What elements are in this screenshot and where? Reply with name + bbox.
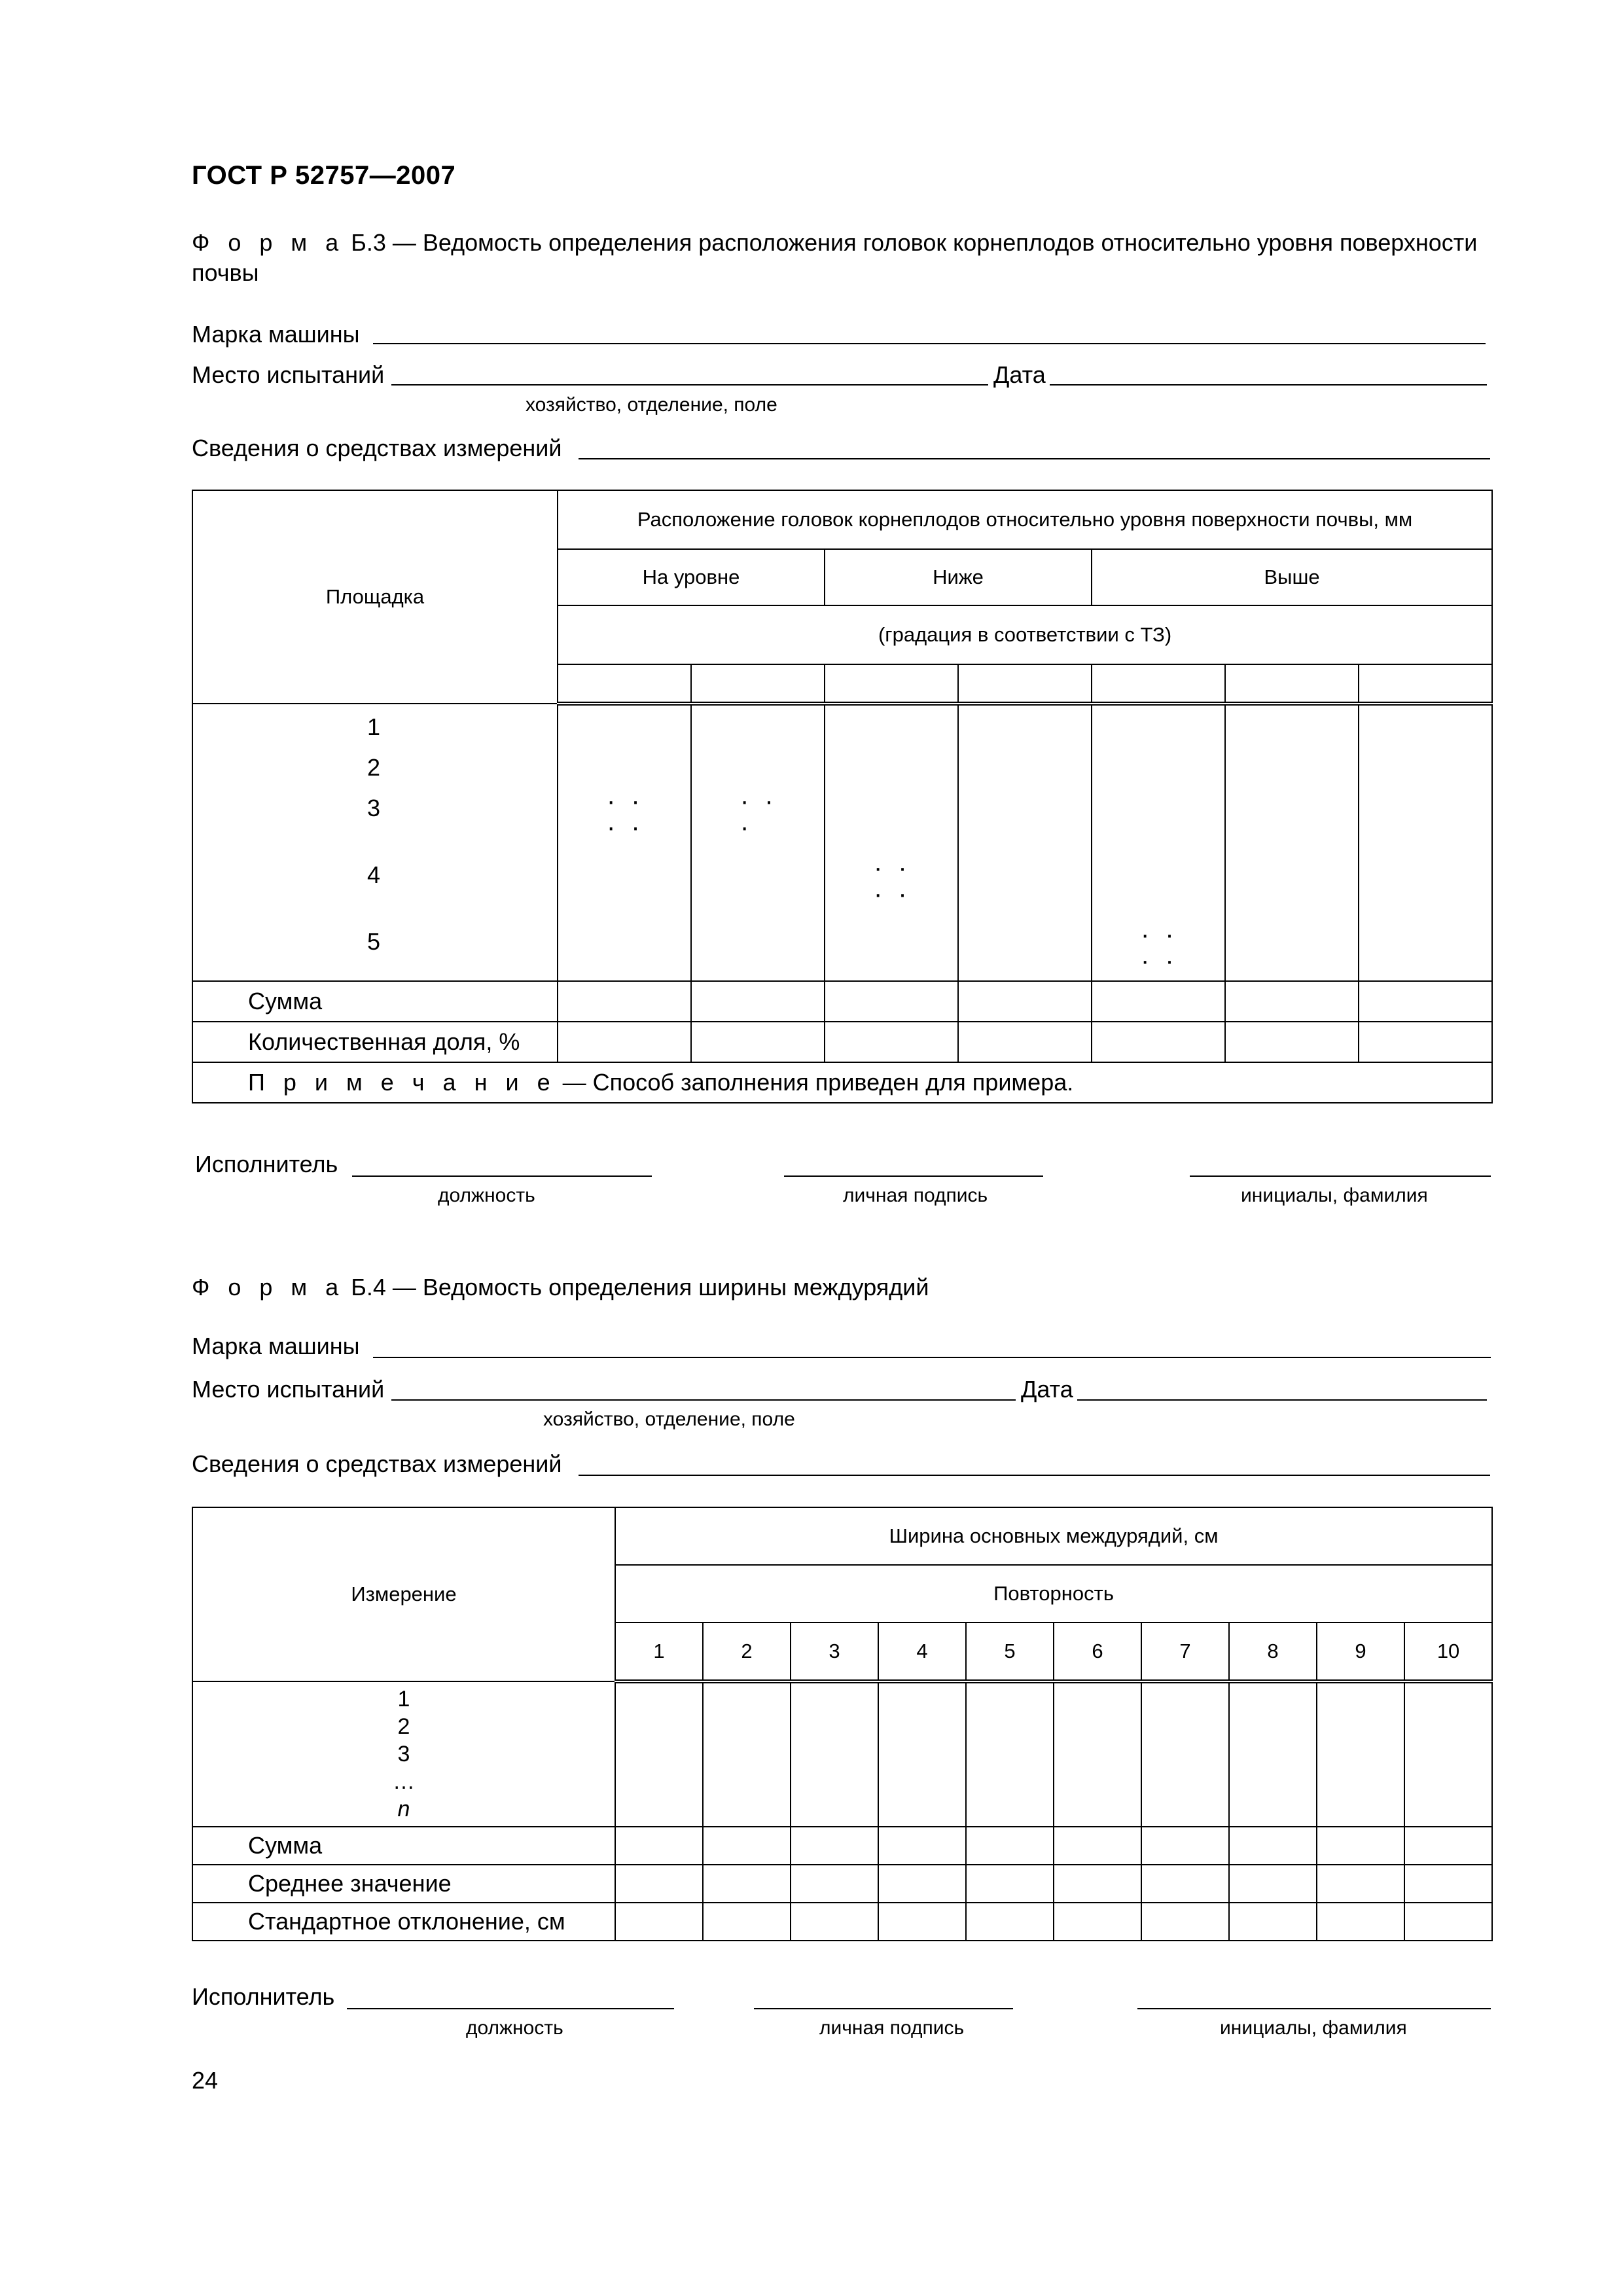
b4-executor-label: Исполнитель bbox=[192, 1983, 335, 2010]
b3-share-cell[interactable] bbox=[1225, 1022, 1359, 1062]
b4-sum-cell[interactable] bbox=[1229, 1827, 1317, 1865]
form-b4-caption bbox=[192, 1272, 1491, 1302]
form-b3-machine-field[interactable] bbox=[373, 343, 1486, 344]
b3-share-cell[interactable] bbox=[958, 1022, 1092, 1062]
b4-data-cell[interactable] bbox=[1317, 1681, 1404, 1827]
b3-data-cell[interactable] bbox=[958, 704, 1092, 981]
form-b4-date-label: Дата bbox=[1021, 1376, 1073, 1403]
ellipsis-marks: ·· bbox=[740, 787, 789, 816]
b4-sum-cell[interactable] bbox=[1054, 1827, 1141, 1865]
b4-header-repeat: Повторность bbox=[615, 1565, 1492, 1623]
b4-data-cell[interactable] bbox=[1404, 1681, 1492, 1827]
b4-sum-label: Сумма bbox=[192, 1827, 615, 1865]
b4-repeat-2: 2 bbox=[703, 1623, 791, 1681]
b3-header-site: Площадка bbox=[192, 490, 558, 704]
b3-share-cell[interactable] bbox=[558, 1022, 691, 1062]
b3-signature-hint: личная подпись bbox=[843, 1185, 988, 1206]
b4-repeat-1: 1 bbox=[615, 1623, 703, 1681]
b4-repeat-6: 6 bbox=[1054, 1623, 1141, 1681]
ellipsis-marks: ·· bbox=[607, 787, 656, 816]
b4-repeat-5: 5 bbox=[966, 1623, 1054, 1681]
ellipsis-marks: ·· bbox=[874, 880, 923, 908]
b3-grad-cell[interactable] bbox=[558, 664, 691, 704]
form-b4-table bbox=[192, 1507, 1493, 1941]
b3-note-text: — Способ заполнения приведен для примера. bbox=[556, 1069, 1074, 1096]
ellipsis-marks: · bbox=[740, 813, 765, 842]
b3-name-hint: инициалы, фамилия bbox=[1241, 1185, 1428, 1206]
b4-row-ellipsis: … bbox=[393, 1769, 415, 1794]
b4-sd-cell[interactable] bbox=[1229, 1903, 1317, 1941]
b4-measurement-list bbox=[192, 1681, 615, 1827]
b4-sd-cell[interactable] bbox=[703, 1903, 791, 1941]
b3-grad-cell[interactable] bbox=[958, 664, 1092, 704]
b4-sd-cell[interactable] bbox=[966, 1903, 1054, 1941]
b3-grad-cell[interactable] bbox=[1359, 664, 1492, 704]
form-b4-machine-label: Марка машины bbox=[192, 1333, 360, 1359]
b3-header-main: Расположение головок корнеплодов относительно уровня поверхности почвы, мм bbox=[558, 490, 1492, 549]
b4-row-n: n bbox=[397, 1797, 410, 1821]
b3-sum-cell[interactable] bbox=[825, 981, 958, 1022]
form-b3-place-field[interactable] bbox=[391, 384, 988, 386]
b4-sd-cell[interactable] bbox=[1054, 1903, 1141, 1941]
b4-mean-cell[interactable] bbox=[703, 1865, 791, 1903]
b4-mean-cell[interactable] bbox=[791, 1865, 878, 1903]
b3-position-hint: должность bbox=[438, 1185, 535, 1206]
b4-sd-cell[interactable] bbox=[615, 1903, 703, 1941]
b3-grad-cell[interactable] bbox=[1225, 664, 1359, 704]
form-b3-date-field[interactable] bbox=[1050, 384, 1487, 386]
b4-row-2: 2 bbox=[397, 1714, 410, 1739]
b3-note bbox=[192, 1062, 1492, 1103]
b3-signature-field[interactable] bbox=[784, 1175, 1043, 1177]
form-b3-instruments-field[interactable] bbox=[579, 458, 1490, 459]
b4-data-cell[interactable] bbox=[791, 1681, 878, 1827]
form-b3-table bbox=[192, 490, 1493, 1103]
b3-sum-cell[interactable] bbox=[691, 981, 825, 1022]
b3-share-cell[interactable] bbox=[1359, 1022, 1492, 1062]
b3-share-label: Количественная доля, % bbox=[192, 1022, 558, 1062]
b4-row-1: 1 bbox=[397, 1687, 410, 1712]
b4-name-hint: инициалы, фамилия bbox=[1220, 2017, 1407, 2039]
form-b3-caption bbox=[192, 228, 1491, 288]
b3-position-field[interactable] bbox=[352, 1175, 652, 1177]
b3-site-list bbox=[192, 704, 558, 981]
b4-sd-cell[interactable] bbox=[791, 1903, 878, 1941]
b3-row-4: 4 bbox=[367, 861, 381, 888]
b4-mean-cell[interactable] bbox=[615, 1865, 703, 1903]
b4-sd-cell[interactable] bbox=[1404, 1903, 1492, 1941]
b3-executor-label: Исполнитель bbox=[195, 1151, 338, 1177]
form-b4-date-field[interactable] bbox=[1077, 1399, 1487, 1401]
form-b4-place-field[interactable] bbox=[391, 1399, 1016, 1401]
b4-repeat-4: 4 bbox=[878, 1623, 966, 1681]
b3-gradation: (градация в соответствии с ТЗ) bbox=[558, 605, 1492, 664]
b4-header-measurement: Измерение bbox=[192, 1507, 615, 1681]
b3-share-cell[interactable] bbox=[691, 1022, 825, 1062]
b4-sum-cell[interactable] bbox=[791, 1827, 878, 1865]
b3-name-field[interactable] bbox=[1190, 1175, 1491, 1177]
b4-mean-cell[interactable] bbox=[1317, 1865, 1404, 1903]
b4-name-field[interactable] bbox=[1137, 2008, 1491, 2009]
form-b3-place-label: Место испытаний bbox=[192, 361, 385, 388]
b4-repeat-8: 8 bbox=[1229, 1623, 1317, 1681]
b4-position-field[interactable] bbox=[347, 2008, 674, 2009]
form-b3-machine-label: Марка машины bbox=[192, 321, 360, 348]
b4-data-cell[interactable] bbox=[1054, 1681, 1141, 1827]
b4-mean-cell[interactable] bbox=[1229, 1865, 1317, 1903]
b3-share-cell[interactable] bbox=[825, 1022, 958, 1062]
b3-group-level: На уровне bbox=[558, 549, 825, 605]
b4-sum-cell[interactable] bbox=[1404, 1827, 1492, 1865]
ellipsis-marks: ·· bbox=[1141, 946, 1190, 975]
b4-sd-cell[interactable] bbox=[878, 1903, 966, 1941]
form-b3-date-label: Дата bbox=[993, 361, 1046, 388]
b4-mean-cell[interactable] bbox=[878, 1865, 966, 1903]
b4-mean-label: Среднее значение bbox=[192, 1865, 615, 1903]
form-b3-instruments-label: Сведения о средствах измерений bbox=[192, 435, 562, 461]
b4-sum-cell[interactable] bbox=[615, 1827, 703, 1865]
b3-data-cell[interactable] bbox=[1225, 704, 1359, 981]
b4-sum-cell[interactable] bbox=[1141, 1827, 1229, 1865]
b3-grad-cell[interactable] bbox=[1092, 664, 1225, 704]
b4-data-cell[interactable] bbox=[1141, 1681, 1229, 1827]
ellipsis-marks: ·· bbox=[1141, 920, 1190, 949]
form-b4-instruments-field[interactable] bbox=[579, 1475, 1490, 1476]
b3-sum-cell[interactable] bbox=[1092, 981, 1225, 1022]
b4-header-main: Ширина основных междурядий, см bbox=[615, 1507, 1492, 1565]
b3-share-cell[interactable] bbox=[1092, 1022, 1225, 1062]
b3-grad-cell[interactable] bbox=[691, 664, 825, 704]
b4-sd-label: Стандартное отклонение, см bbox=[192, 1903, 615, 1941]
page-number: 24 bbox=[192, 2067, 219, 2094]
b3-group-above: Выше bbox=[1092, 549, 1492, 605]
form-b4-place-hint: хозяйство, отделение, поле bbox=[543, 1408, 795, 1430]
form-b4-form-word: Ф о р м а bbox=[192, 1274, 345, 1300]
form-b4-place-label: Место испытаний bbox=[192, 1376, 385, 1403]
b4-repeat-7: 7 bbox=[1141, 1623, 1229, 1681]
b4-row-3: 3 bbox=[397, 1742, 410, 1767]
b3-sum-cell[interactable] bbox=[1225, 981, 1359, 1022]
b3-data-cell[interactable] bbox=[1092, 704, 1225, 981]
b3-data-cell[interactable] bbox=[1359, 704, 1492, 981]
b3-data-cell[interactable] bbox=[825, 704, 958, 981]
b4-data-cell[interactable] bbox=[703, 1681, 791, 1827]
form-b4-instruments-label: Сведения о средствах измерений bbox=[192, 1450, 562, 1477]
b4-mean-cell[interactable] bbox=[1404, 1865, 1492, 1903]
b4-sd-cell[interactable] bbox=[1317, 1903, 1404, 1941]
b4-mean-cell[interactable] bbox=[966, 1865, 1054, 1903]
b3-data-cell[interactable] bbox=[558, 704, 691, 981]
b4-sum-cell[interactable] bbox=[966, 1827, 1054, 1865]
b4-mean-cell[interactable] bbox=[1054, 1865, 1141, 1903]
b4-data-cell[interactable] bbox=[615, 1681, 703, 1827]
b3-group-below: Ниже bbox=[825, 549, 1092, 605]
b4-repeat-9: 9 bbox=[1317, 1623, 1404, 1681]
form-b4-machine-field[interactable] bbox=[373, 1357, 1491, 1358]
b4-signature-hint: личная подпись bbox=[819, 2017, 965, 2039]
b4-mean-cell[interactable] bbox=[1141, 1865, 1229, 1903]
b4-data-cell[interactable] bbox=[1229, 1681, 1317, 1827]
b3-row-2: 2 bbox=[367, 754, 381, 781]
b3-row-5: 5 bbox=[367, 928, 381, 955]
b4-sum-cell[interactable] bbox=[878, 1827, 966, 1865]
b4-signature-field[interactable] bbox=[754, 2008, 1013, 2009]
b3-sum-cell[interactable] bbox=[958, 981, 1092, 1022]
form-b4-title: Б.4 — Ведомость определения ширины междурядий bbox=[344, 1274, 929, 1300]
b3-sum-cell[interactable] bbox=[1359, 981, 1492, 1022]
b4-sum-cell[interactable] bbox=[703, 1827, 791, 1865]
ellipsis-marks: ·· bbox=[607, 813, 656, 842]
b3-sum-cell[interactable] bbox=[558, 981, 691, 1022]
form-b3-place-hint: хозяйство, отделение, поле bbox=[526, 394, 777, 416]
b4-data-cell[interactable] bbox=[878, 1681, 966, 1827]
b4-position-hint: должность bbox=[466, 2017, 563, 2039]
standard-header: ГОСТ Р 52757—2007 bbox=[192, 161, 456, 190]
b4-repeat-10: 10 bbox=[1404, 1623, 1492, 1681]
ellipsis-marks: ·· bbox=[874, 853, 923, 882]
b4-repeat-3: 3 bbox=[791, 1623, 878, 1681]
b3-grad-cell[interactable] bbox=[825, 664, 958, 704]
form-b3-title: Б.3 — Ведомость определения расположения головок корнеплодов относительно уровня поверхности почвы bbox=[192, 229, 1478, 286]
b3-sum-label: Сумма bbox=[192, 981, 558, 1022]
b3-note-word: П р и м е ч а н и е bbox=[248, 1069, 556, 1096]
b4-sd-cell[interactable] bbox=[1141, 1903, 1229, 1941]
b3-row-1: 1 bbox=[367, 713, 381, 740]
form-b3-form-word: Ф о р м а bbox=[192, 229, 345, 256]
b4-sum-cell[interactable] bbox=[1317, 1827, 1404, 1865]
b3-data-cell[interactable] bbox=[691, 704, 825, 981]
b4-data-cell[interactable] bbox=[966, 1681, 1054, 1827]
b3-row-3: 3 bbox=[367, 795, 381, 821]
